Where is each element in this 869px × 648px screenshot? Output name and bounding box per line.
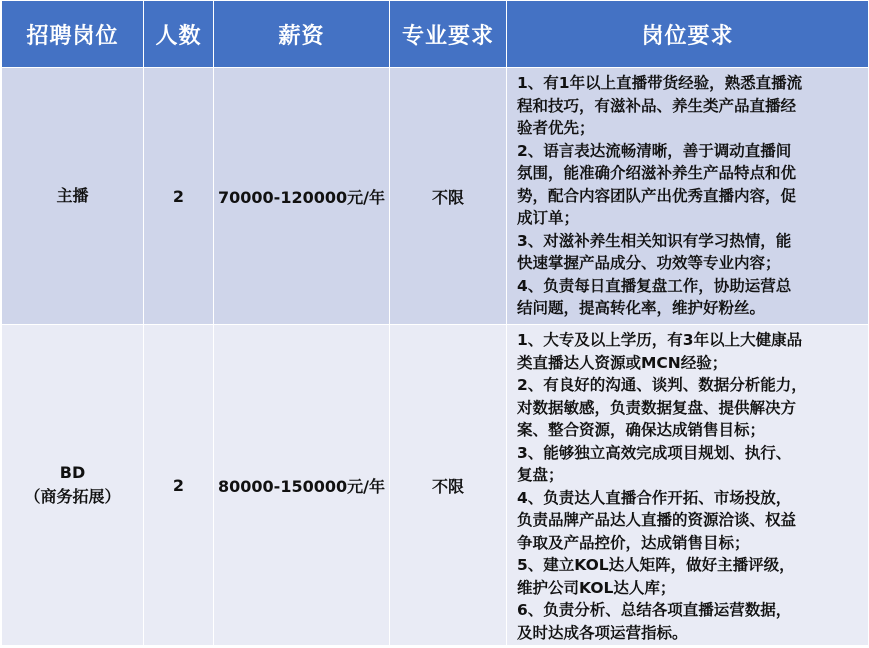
requirements-list xyxy=(507,68,868,320)
requirement-line: 氛围，能准确介绍滋补养生产品特点和优 xyxy=(517,164,797,182)
requirement-line: 案、整合资源，确保达成销售目标； xyxy=(517,421,766,439)
requirement-line: 2、有良好的沟通、谈判、数据分析能力， xyxy=(517,376,807,394)
major-cell: 不限 xyxy=(390,325,507,646)
position-label: 主播 xyxy=(56,186,89,205)
major-cell: 不限 xyxy=(390,68,507,325)
requirement-line: 复盘； xyxy=(517,466,564,484)
requirements-list xyxy=(507,325,868,644)
requirements-cell xyxy=(507,68,869,325)
header-salary: 薪资 xyxy=(214,1,390,68)
requirement-line: 4、负责每日直播复盘工作，协助运营总 xyxy=(517,276,792,295)
header-headcount: 人数 xyxy=(144,1,214,68)
requirement-line: 结问题，提高转化率，维护好粉丝。 xyxy=(517,299,766,317)
requirement-line: 维护公司KOL达人库； xyxy=(517,578,676,597)
headcount-cell: 2 xyxy=(144,325,214,646)
requirement-line: 类直播达人资源或MCN经验； xyxy=(517,353,728,372)
requirements-cell xyxy=(507,325,869,646)
requirement-line: 验者优先； xyxy=(517,119,595,137)
table-body xyxy=(2,68,869,646)
header-position: 招聘岗位 xyxy=(2,1,144,68)
requirement-line: 3、对滋补养生相关知识有学习热情，能 xyxy=(517,231,792,250)
requirement-line: 6、负责分析、总结各项直播运营数据， xyxy=(517,601,792,619)
requirement-line: 争取及产品控价，达成销售目标； xyxy=(517,533,750,552)
recruitment-table xyxy=(1,0,869,646)
position-label: （商务拓展） xyxy=(24,487,121,506)
table-row xyxy=(2,68,869,325)
requirement-line: 成订单； xyxy=(517,209,580,227)
requirement-line: 势，配合内容团队产出优秀直播内容，促 xyxy=(517,186,797,205)
header-row xyxy=(2,1,869,68)
header-requirements: 岗位要求 xyxy=(507,1,869,68)
requirement-line: 1、大专及以上学历，有3年以上大健康品 xyxy=(517,331,803,349)
requirement-line: 5、建立KOL达人矩阵，做好主播评级， xyxy=(517,556,795,574)
requirement-line: 程和技巧，有滋补品、养生类产品直播经 xyxy=(517,96,797,115)
position-label: BD xyxy=(59,463,86,482)
requirement-line: 对数据敏感，负责数据复盘、提供解决方 xyxy=(517,398,797,417)
requirement-line: 4、负责达人直播合作开拓、市场投放， xyxy=(517,488,792,507)
requirement-line: 及时达成各项运营指标。 xyxy=(517,623,688,642)
position-cell xyxy=(2,325,144,646)
position-cell xyxy=(2,68,144,325)
table-row xyxy=(2,325,869,646)
headcount-cell: 2 xyxy=(144,68,214,325)
salary-cell: 80000-150000元/年 xyxy=(214,325,390,646)
requirement-line: 负责品牌产品达人直播的资源洽谈、权益 xyxy=(517,511,797,529)
requirement-line: 快速掌握产品成分、功效等专业内容； xyxy=(517,254,781,272)
requirement-line: 1、有1年以上直播带货经验，熟悉直播流 xyxy=(517,74,803,92)
requirement-line: 2、语言表达流畅清晰，善于调动直播间 xyxy=(517,141,792,160)
salary-cell: 70000-120000元/年 xyxy=(214,68,390,325)
requirement-line: 3、能够独立高效完成项目规划、执行、 xyxy=(517,443,792,462)
header-major: 专业要求 xyxy=(390,1,507,68)
